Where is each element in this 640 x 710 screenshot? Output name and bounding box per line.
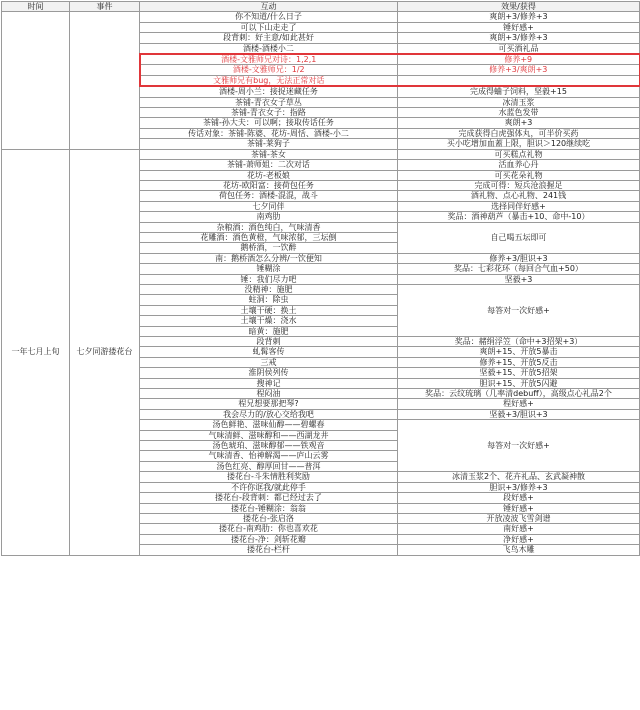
- interaction-cell: 传话对象：茶铺-陈婆、花坊-周恬、酒楼-小二: [140, 128, 398, 138]
- effect-cell: 修养+3/胆识+3: [398, 253, 640, 263]
- header-effect: 效果/获得: [398, 2, 640, 12]
- effect-cell: 完成获得白虎强体丸，可半价买药: [398, 128, 640, 138]
- effect-cell: 可买酒礼品: [398, 43, 640, 54]
- effect-cell: 段好感+: [398, 493, 640, 503]
- interaction-cell: 搂花台-南鸡肋：你也喜欢花: [140, 524, 398, 534]
- effect-cell: 每答对一次好感+: [398, 420, 640, 472]
- interaction-cell: 你不知道/什么日子: [140, 12, 398, 22]
- effect-cell: 水蓝色发带: [398, 108, 640, 118]
- interaction-cell: 搂花台-斗朱情胜利奖励: [140, 472, 398, 482]
- interaction-cell: 酒楼-文雅师兄：1/2: [140, 65, 398, 75]
- effect-cell: 完成得蛐子饲料，坚毅+15: [398, 86, 640, 97]
- interaction-cell: 茶铺-莱狗子: [140, 139, 398, 149]
- effect-cell: 酒礼物、点心礼物、241钱: [398, 191, 640, 201]
- time-cell: 一年七月上旬: [2, 149, 70, 555]
- header-interaction: 互动: [140, 2, 398, 12]
- effect-cell: 修养+3/爽朗+3: [398, 65, 640, 75]
- interaction-cell: 我会尽力的/放心交给我吧: [140, 409, 398, 419]
- interaction-cell: 酒楼-周小兰：接捉迷藏任务: [140, 86, 398, 97]
- table-body: [2, 12, 640, 555]
- interaction-cell: 花坊-老板娘: [140, 170, 398, 180]
- effect-cell: 爽朗+3: [398, 118, 640, 128]
- effect-cell: 冰清玉浆2个、花卉礼品、玄武凝神散: [398, 472, 640, 482]
- interaction-cell: 程闷油: [140, 389, 398, 399]
- interaction-cell: 淮阴侯列传: [140, 368, 398, 378]
- interaction-cell: 没精神：施肥: [140, 284, 398, 294]
- interaction-cell: 搂花台-栏杆: [140, 545, 398, 555]
- event-cell: 七夕同游搂花台: [70, 149, 140, 555]
- effect-cell: 坚毅+3/胆识+3: [398, 409, 640, 419]
- effect-cell: 南好感+: [398, 524, 640, 534]
- interaction-cell: 七夕同伴: [140, 201, 398, 211]
- effect-cell: 修养+15、开放5反击: [398, 357, 640, 367]
- interaction-cell: 茶铺-茶女: [140, 149, 398, 159]
- interaction-cell: 茶铺-孙大夫：可以啊；接取传话任务: [140, 118, 398, 128]
- interaction-cell: 搂花台-锤糊涂：翁翁: [140, 503, 398, 513]
- effect-cell: 飞鸟木雕: [398, 545, 640, 555]
- effect-cell: 爽朗+15、开放5暴击: [398, 347, 640, 357]
- interaction-cell: 茶铺-青衣女子草丛: [140, 97, 398, 107]
- effect-cell: 活血养心丹: [398, 160, 640, 170]
- interaction-cell: 气味清香、怡神解渴——庐山云雾: [140, 451, 398, 461]
- interaction-cell: 汤色琥珀、滋味醇郁——铁观音: [140, 441, 398, 451]
- interaction-cell: 可以下山走走了: [140, 22, 398, 32]
- interaction-cell: 南：鹅桥酒怎么分辨/一饮便知: [140, 253, 398, 263]
- interaction-cell: 汤色红亮、醇厚回甘——普洱: [140, 461, 398, 471]
- time-cell-blank: [2, 12, 70, 149]
- effect-cell: [398, 75, 640, 86]
- effect-cell: 净好感+: [398, 534, 640, 544]
- interaction-cell: 花雕酒：酒色黄橙，气味浓郁，三坛倒: [140, 232, 398, 242]
- interaction-cell: 鹅桥酒，一饮醉: [140, 243, 398, 253]
- event-cell-blank: [70, 12, 140, 149]
- table-row: [2, 12, 640, 22]
- interaction-cell: 蛀洞：除虫: [140, 295, 398, 305]
- effect-cell: 选择同伴好感+: [398, 201, 640, 211]
- interaction-cell: 三戒: [140, 357, 398, 367]
- interaction-cell: 荷包任务：酒楼-混混，战斗: [140, 191, 398, 201]
- interaction-cell: 程兄想要那把琴?: [140, 399, 398, 409]
- effect-cell: 可买花朵礼物: [398, 170, 640, 180]
- effect-cell: 锤好感+: [398, 22, 640, 32]
- interaction-cell: 茶铺-青衣女子：指路: [140, 108, 398, 118]
- effect-cell: 爽朗+3/修养+3: [398, 12, 640, 22]
- effect-cell: 自己喝五坛即可: [398, 222, 640, 253]
- interaction-cell: 不许你诓我/就此停手: [140, 482, 398, 492]
- interaction-cell: 花坊-欧阳富：接荷包任务: [140, 180, 398, 190]
- header-event: 事件: [70, 2, 140, 12]
- interaction-cell: 锤糊涂: [140, 264, 398, 274]
- interaction-cell: 暗黄：施肥: [140, 326, 398, 336]
- interaction-cell: 文雅师兄有bug，无法正常对话: [140, 75, 398, 86]
- effect-cell: 完成可得：短兵沧浪握足: [398, 180, 640, 190]
- interaction-cell: 段背刺: [140, 337, 398, 347]
- interaction-cell: 虬髯客传: [140, 347, 398, 357]
- effect-cell: 买小吃增加血蓋上限，胆识＞120继续吃: [398, 139, 640, 149]
- effect-cell: 每答对一次好感+: [398, 284, 640, 336]
- effect-cell: 奖品：云纹琉璃（几率清debuff），高级点心礼品2个: [398, 389, 640, 399]
- effect-cell: 冰清玉浆: [398, 97, 640, 107]
- guide-table: [1, 1, 640, 556]
- effect-cell: 可买糕点礼物: [398, 149, 640, 159]
- header-row: [2, 2, 640, 12]
- interaction-cell: 搂花台-净：剑斩花瓣: [140, 534, 398, 544]
- interaction-cell: 南鸡肋: [140, 212, 398, 222]
- effect-cell: 程好感+: [398, 399, 640, 409]
- effect-cell: 坚毅+15、开放5招架: [398, 368, 640, 378]
- effect-cell: 胆识+15、开放5闪避: [398, 378, 640, 388]
- interaction-cell: 酒楼-文雅师兄对诗：1,2,1: [140, 54, 398, 65]
- interaction-cell: 茶铺-萧师姐：二次对话: [140, 160, 398, 170]
- effect-cell: 爽朗+3/修养+3: [398, 33, 640, 43]
- interaction-cell: 搜神记: [140, 378, 398, 388]
- interaction-cell: 杂粮酒：酒色纯白，气味清香: [140, 222, 398, 232]
- effect-cell: 奖品：赭绢浮笠（命中+3招架+3）: [398, 337, 640, 347]
- interaction-cell: 土壤干燥：浇水: [140, 316, 398, 326]
- interaction-cell: 酒楼-酒楼小二: [140, 43, 398, 54]
- effect-cell: 胆识+3/修养+3: [398, 482, 640, 492]
- effect-cell: 奖品：酒神葫芦（暴击+10、命中-10）: [398, 212, 640, 222]
- effect-cell: 奖品：七彩花环（每回合气血+50）: [398, 264, 640, 274]
- effect-cell: 坚毅+3: [398, 274, 640, 284]
- effect-cell: 开放凌波飞雪剑谱: [398, 513, 640, 523]
- interaction-cell: 汤色鲜艳、滋味仙醇——碧螺春: [140, 420, 398, 430]
- interaction-cell: 段背刺：好主意/如此甚好: [140, 33, 398, 43]
- table-row: [2, 149, 640, 159]
- effect-cell: 修养+9: [398, 54, 640, 65]
- interaction-cell: 搂花台-张启洛: [140, 513, 398, 523]
- interaction-cell: 土壤干硬：换土: [140, 305, 398, 315]
- header-time: 时间: [2, 2, 70, 12]
- interaction-cell: 搂花台-段背刺：都已经过去了: [140, 493, 398, 503]
- interaction-cell: 气味清鲜、滋味醇和——西湖龙井: [140, 430, 398, 440]
- interaction-cell: 锤：我们尽力吧: [140, 274, 398, 284]
- effect-cell: 锤好感+: [398, 503, 640, 513]
